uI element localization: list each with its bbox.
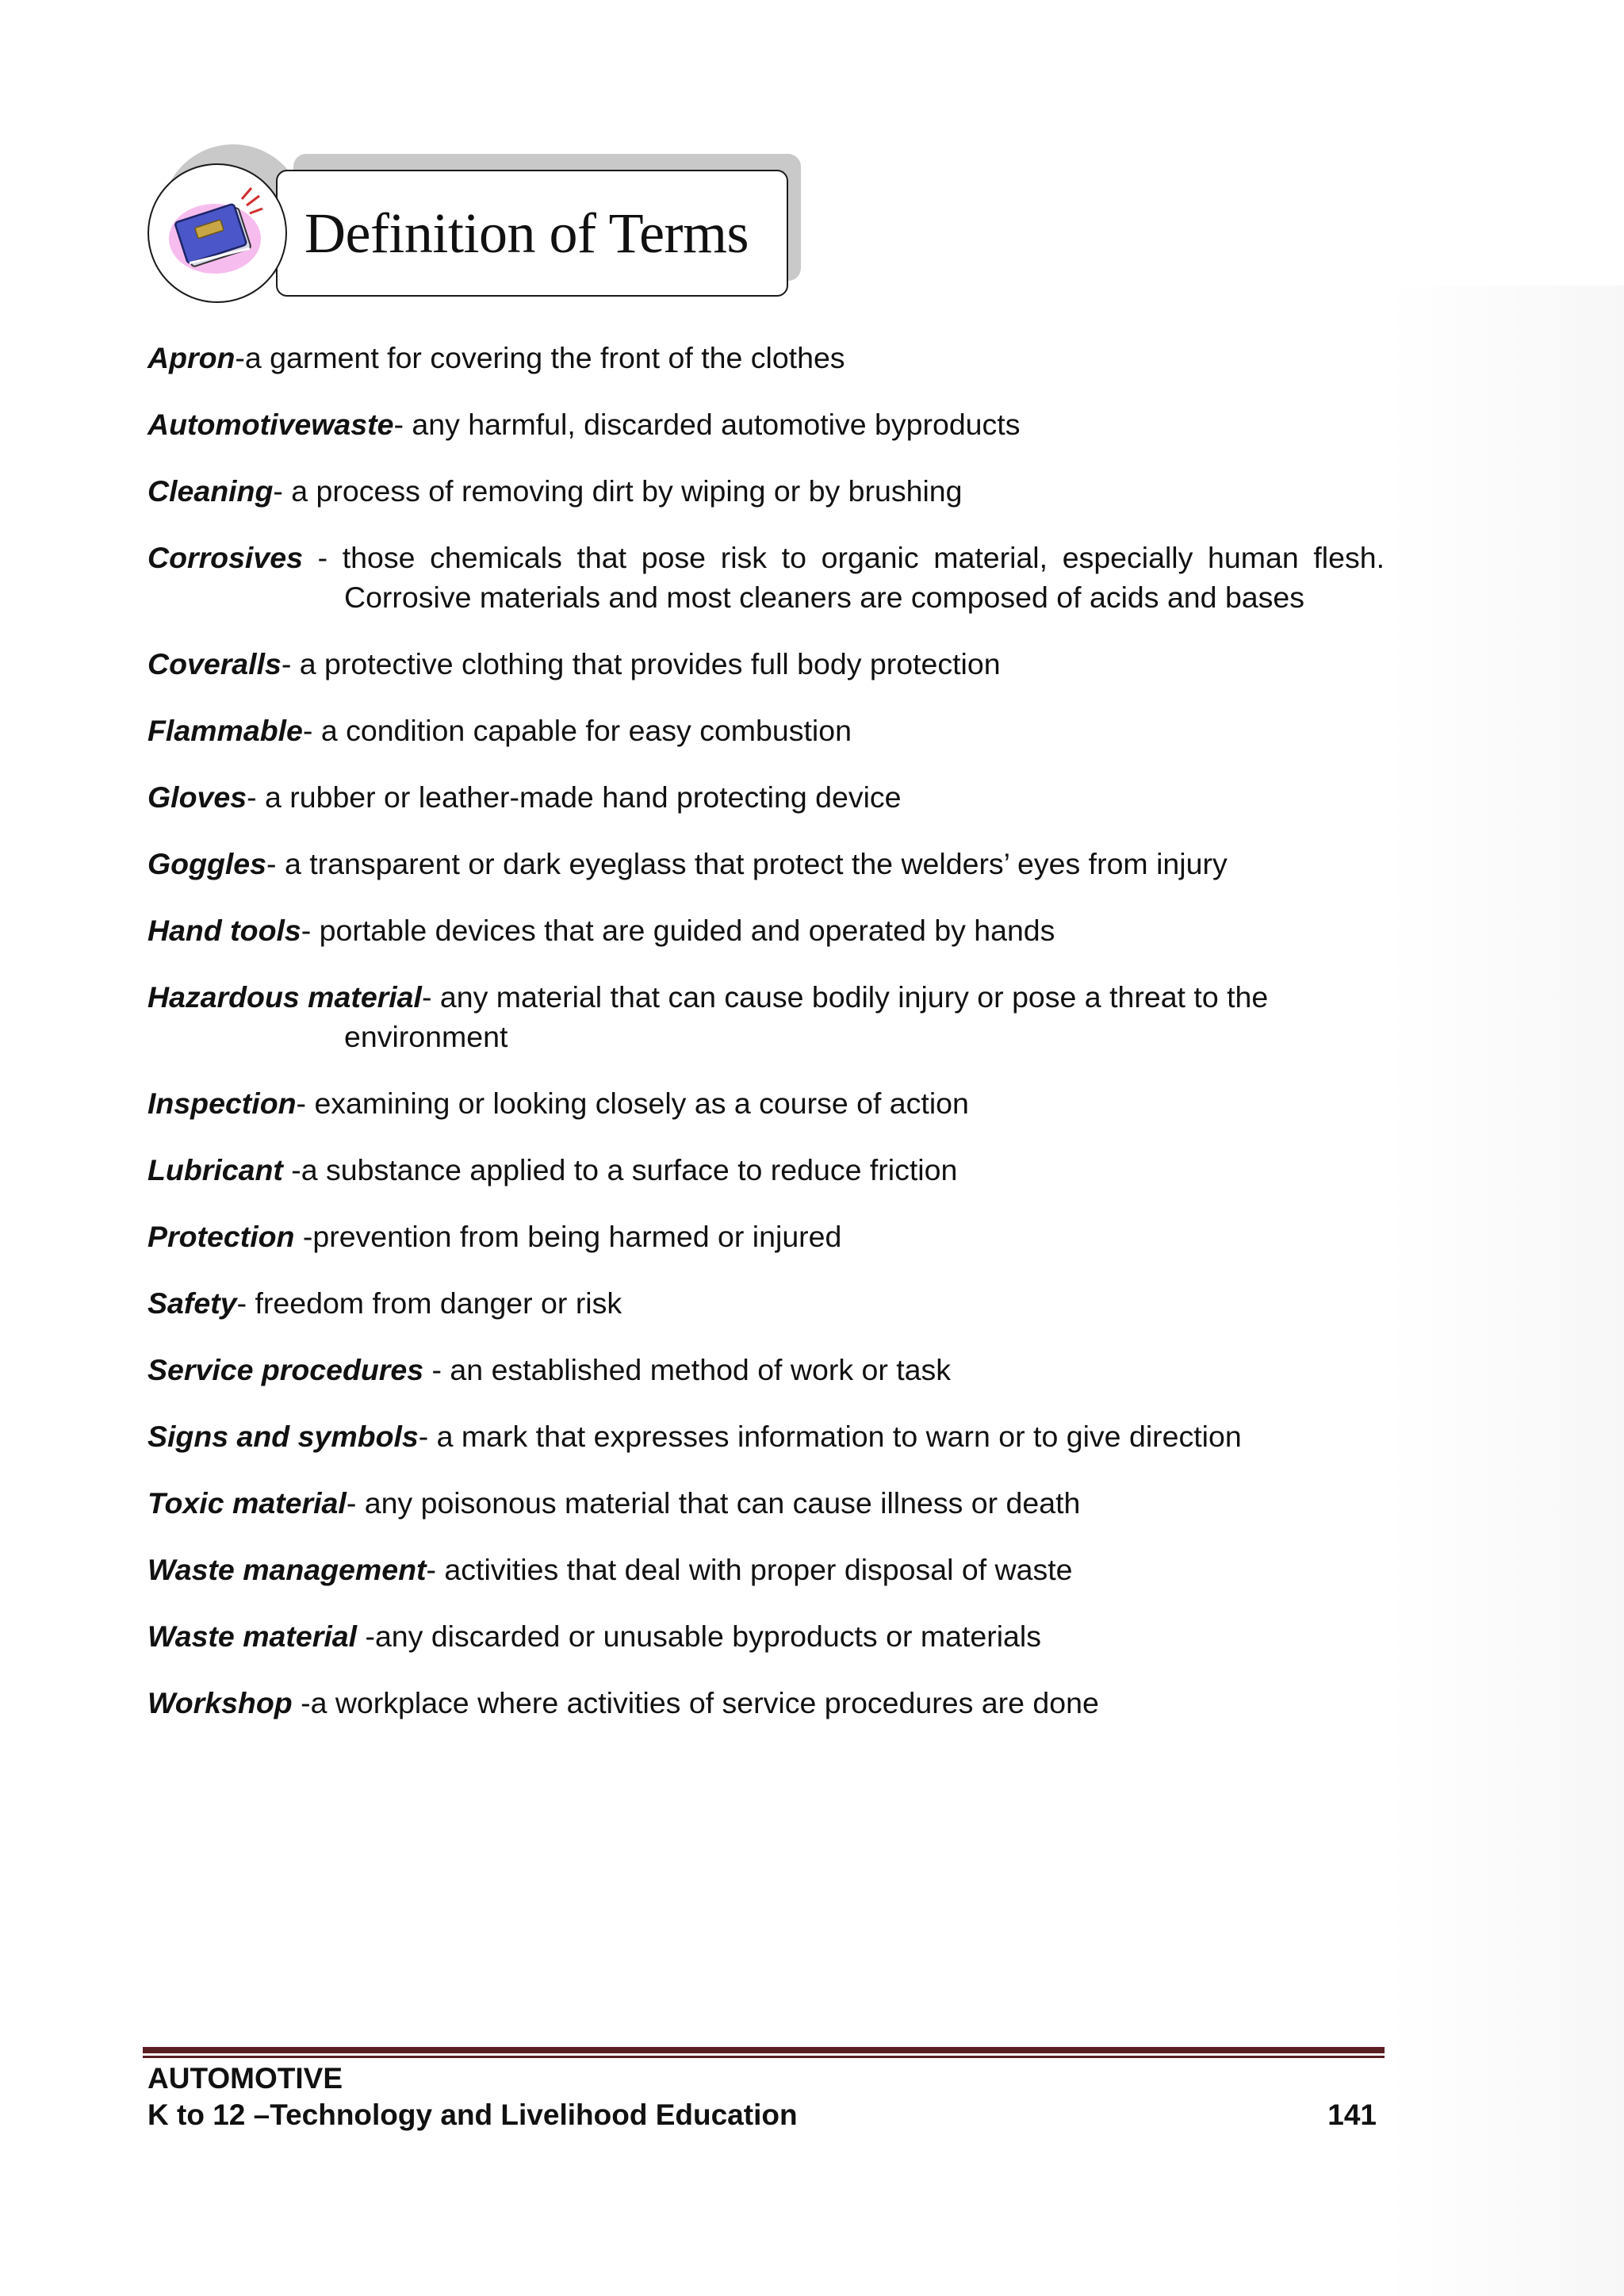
term-word: Apron — [147, 341, 236, 374]
term-definition: - any harmful, discarded automotive byproducts — [393, 408, 1021, 441]
term-entry — [147, 910, 1385, 950]
term-entry — [147, 1217, 1385, 1256]
term-word: Automotivewaste — [147, 408, 394, 441]
term-definition: -a garment for covering the front of the clothes — [235, 341, 845, 374]
page-number: 141 — [1327, 2099, 1377, 2131]
term-word: Inspection — [147, 1087, 297, 1120]
term-definition: - a protective clothing that provides full body protection — [281, 647, 1001, 680]
term-entry — [147, 1416, 1385, 1456]
term-definition: - freedom from danger or risk — [236, 1286, 622, 1320]
term-word: Toxic material — [147, 1486, 347, 1520]
term-word: Protection — [147, 1220, 295, 1253]
footer-rule — [143, 2047, 1385, 2058]
term-definition: - portable devices that are guided and operated by hands — [301, 914, 1055, 947]
term-entry — [147, 1083, 1385, 1123]
term-definition: - an established method of work or task — [423, 1353, 952, 1386]
term-word: Service procedures — [147, 1353, 424, 1386]
footer-row — [147, 2097, 1377, 2133]
footer-course: K to 12 –Technology and Livelihood Education — [147, 2099, 798, 2131]
term-definition-continuation: environment — [344, 1020, 508, 1053]
term-definition: - a condition capable for easy combustion — [302, 714, 852, 747]
term-word: Hand tools — [147, 914, 301, 947]
term-word: Hazardous material — [147, 980, 422, 1014]
term-entry — [147, 1550, 1385, 1589]
page-title: Definition of Terms — [304, 201, 749, 265]
term-entry — [147, 644, 1385, 684]
term-word: Gloves — [147, 780, 247, 814]
term-definition: - any material that can cause bodily injury or pose a threat to the — [421, 980, 1269, 1014]
term-entry — [147, 777, 1385, 817]
term-definition: -any discarded or unusable byproducts or materials — [357, 1619, 1041, 1653]
footer-rule-thick — [143, 2047, 1385, 2053]
term-word: Waste management — [147, 1553, 427, 1586]
term-entry — [147, 1683, 1385, 1723]
footer-rule-thin — [143, 2056, 1385, 2058]
term-first-line — [147, 977, 1385, 1017]
term-definition: -a substance applied to a surface to reduce friction — [282, 1153, 958, 1186]
term-entry — [147, 977, 1385, 1056]
term-word: Goggles — [147, 847, 267, 880]
term-word: Workshop — [147, 1686, 293, 1719]
term-definition: - a rubber or leather-made hand protecting device — [247, 780, 902, 814]
book-icon — [166, 182, 269, 285]
term-definition: - examining or looking closely as a course of action — [296, 1087, 969, 1120]
term-definition: - any poisonous material that can cause illness or death — [346, 1486, 1081, 1520]
page-edge-shade — [1386, 286, 1624, 2296]
term-word: Cleaning — [147, 474, 274, 508]
term-word: Signs and symbols — [147, 1420, 419, 1453]
term-definition: - those chemicals that pose risk to organic material, especially human flesh. — [302, 541, 1385, 574]
term-definition: - activities that deal with proper disposal of waste — [426, 1553, 1073, 1586]
term-entry — [147, 844, 1385, 884]
term-entry — [147, 404, 1385, 444]
header-icon-circle — [147, 163, 287, 303]
term-word: Corrosives — [147, 541, 303, 574]
term-definition-continuation: Corrosive materials and most cleaners are composed of acids and bases — [344, 581, 1305, 614]
term-definition: - a process of removing dirt by wiping or by brushing — [273, 474, 963, 508]
term-entry — [147, 1150, 1385, 1190]
term-entry — [147, 538, 1385, 617]
terms-list — [147, 338, 1385, 1750]
term-entry — [147, 1283, 1385, 1323]
term-entry — [147, 1350, 1385, 1389]
page-footer — [147, 2060, 1377, 2133]
term-entry — [147, 1483, 1385, 1523]
term-definition: - a transparent or dark eyeglass that protect the welders’ eyes from injury — [266, 847, 1228, 880]
term-entry — [147, 711, 1385, 750]
term-entry — [147, 471, 1385, 511]
term-word: Lubricant — [147, 1153, 283, 1186]
term-definition: - a mark that expresses information to warn or to give direction — [418, 1420, 1242, 1453]
term-word: Waste material — [147, 1619, 358, 1653]
term-first-line — [147, 538, 1385, 577]
term-word: Safety — [147, 1286, 237, 1320]
term-word: Flammable — [147, 714, 303, 747]
footer-subject: AUTOMOTIVE — [147, 2062, 343, 2095]
term-entry — [147, 1616, 1385, 1656]
header-title-box — [276, 170, 788, 297]
term-entry — [147, 338, 1385, 378]
term-definition: -prevention from being harmed or injured — [294, 1220, 842, 1253]
term-word: Coveralls — [147, 647, 282, 680]
term-definition: -a workplace where activities of service procedures are done — [292, 1686, 1099, 1719]
section-header — [143, 143, 817, 309]
